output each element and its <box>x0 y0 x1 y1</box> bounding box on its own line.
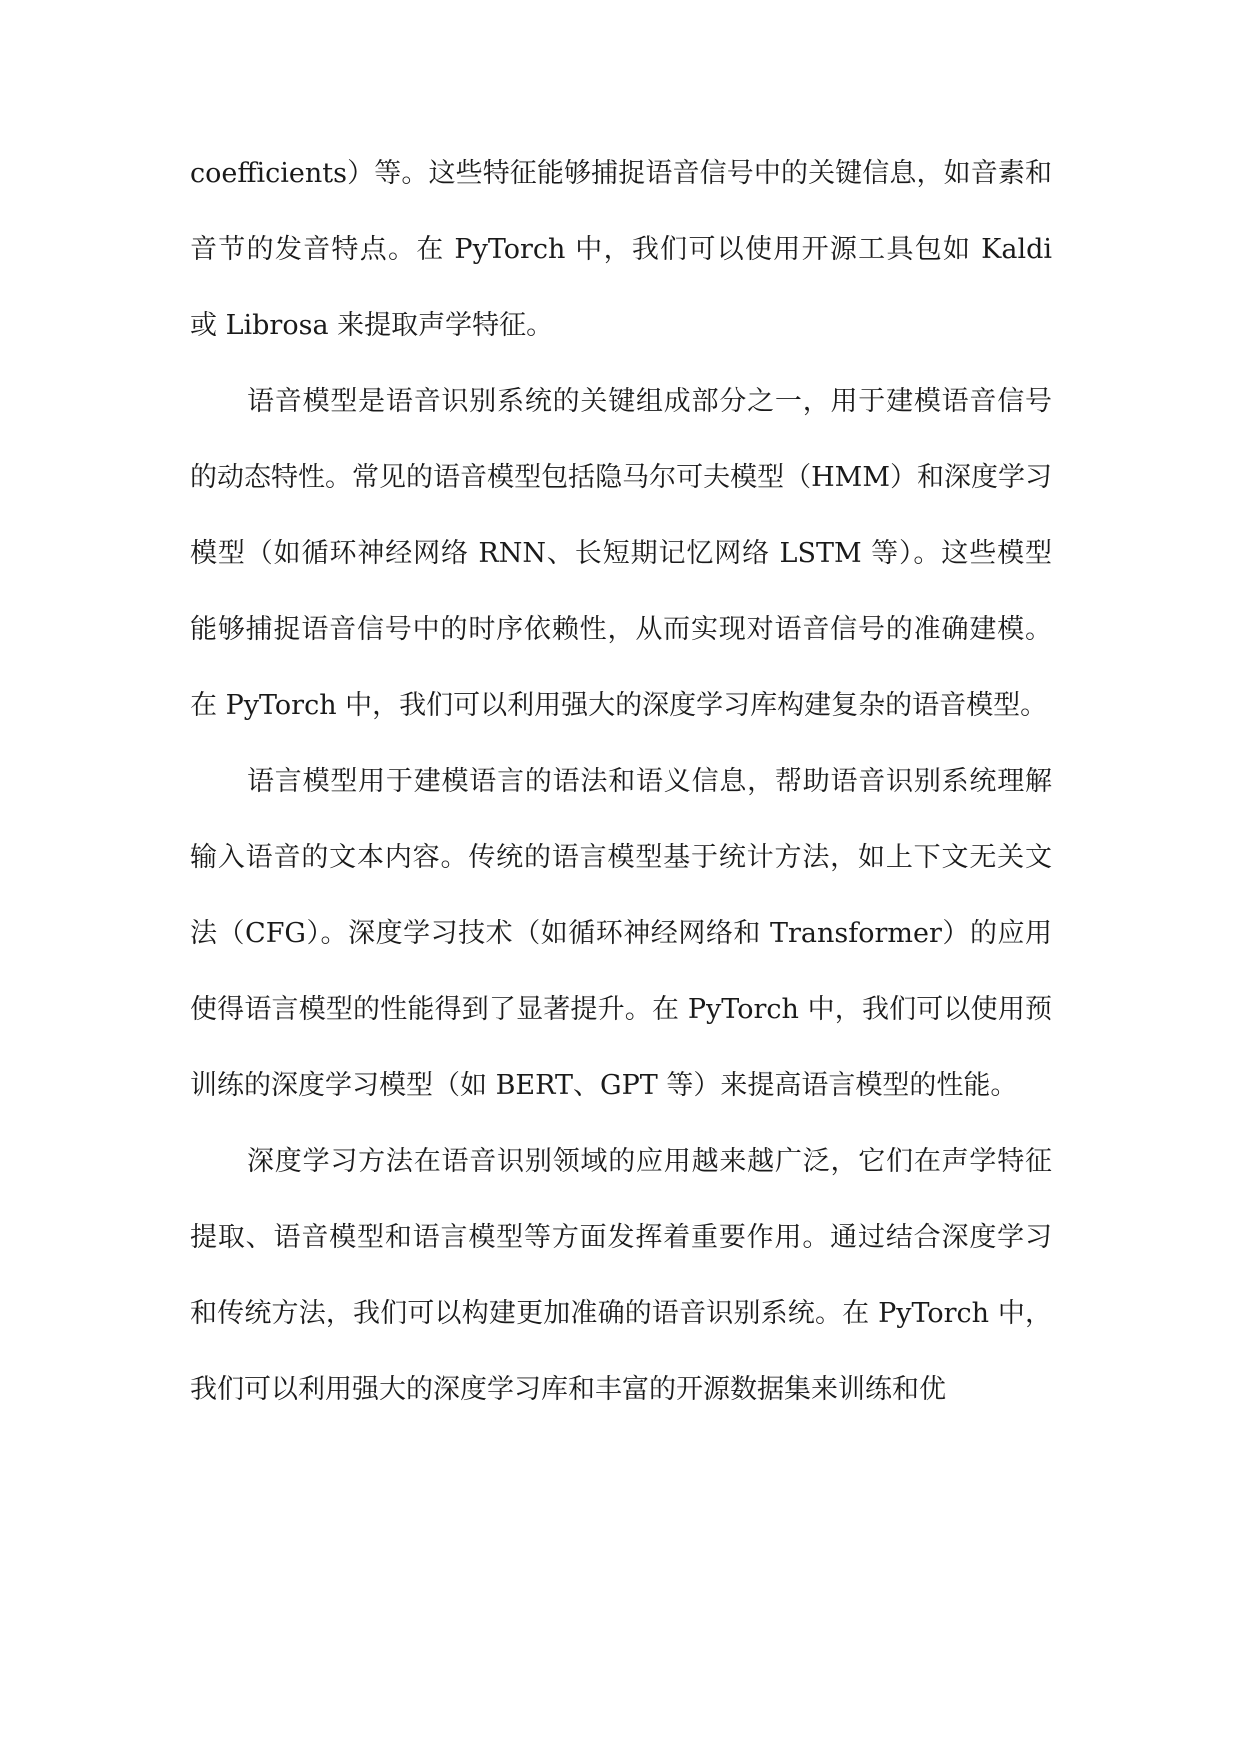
paragraph-continuation: coefficients）等。这些特征能够捕捉语音信号中的关键信息，如音素和音节的发音特点。在 PyTorch 中，我们可以使用开源工具包如 Kaldi 或 Librosa 来提取声学特征。 <box>190 158 1052 341</box>
paragraph-deep-learning: 深度学习方法在语音识别领域的应用越来越广泛，它们在声学特征提取、语音模型和语言模型等方面发挥着重要作用。通过结合深度学习和传统方法，我们可以构建更加准确的语音识别系统。在 PyTorch 中，我们可以利用强大的深度学习库和丰富的开源数据集来训练和优 <box>190 1146 1052 1405</box>
paragraph-language-model: 语言模型用于建模语言的语法和语义信息，帮助语音识别系统理解输入语音的文本内容。传统的语言模型基于统计方法，如上下文无关文法（CFG）。深度学习技术（如循环神经网络和 Transformer）的应用使得语言模型的性能得到了显著提升。在 PyTorch 中，我们可以使用预训练的深度学习模型（如 BERT、GPT 等）来提高语言模型的性能。 <box>190 766 1052 1101</box>
document-body <box>190 136 1052 1428</box>
paragraph-speech-model: 语音模型是语音识别系统的关键组成部分之一，用于建模语音信号的动态特性。常见的语音模型包括隐马尔可夫模型（HMM）和深度学习模型（如循环神经网络 RNN、长短期记忆网络 LSTM 等）。这些模型能够捕捉语音信号中的时序依赖性，从而实现对语音信号的准确建模。在 PyTorch 中，我们可以利用强大的深度学习库构建复杂的语音模型。 <box>190 386 1052 721</box>
